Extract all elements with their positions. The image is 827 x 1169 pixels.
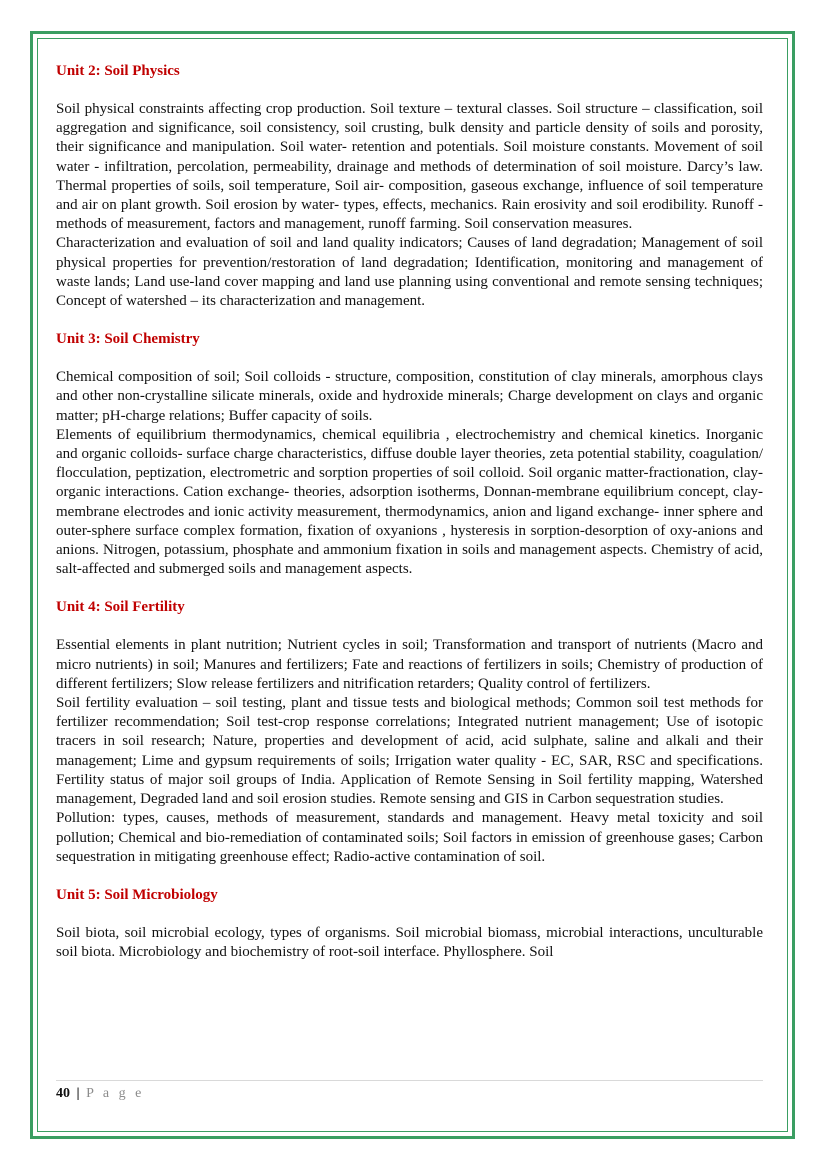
unit-4-title: Unit 4: Soil Fertility <box>56 599 185 616</box>
unit-3-section <box>56 330 763 579</box>
unit-5-section <box>56 886 763 962</box>
footer-divider <box>56 1080 763 1081</box>
unit-5-paragraph-1: Soil biota, soil microbial ecology, types of organisms. Soil microbial biomass, microbial interactions, unculturable soil biota. Microbiology and biochemistry of root-soil interface. Phyllosphere. Soil <box>56 924 763 961</box>
unit-3-paragraph-1: Chemical composition of soil; Soil colloids - structure, composition, constitution of clay minerals, amorphous clays and other non-crystalline silicate minerals, oxide and hydroxide minerals; Charge development on clays and organic matter; pH-charge relations; Buffer capacity of soils. <box>56 369 763 424</box>
unit-3-paragraph-2: Elements of equilibrium thermodynamics, chemical equilibria , electrochemistry and chemical kinetics. Inorganic and organic colloids- surface charge characteristics, diffuse double layer theories, zeta potential stability, coagulation/ flocculation, peptization, electrometric and sorption properties of soil colloid. Soil organic matter-fractionation, clay-organic interactions. Cation exchange- theories, adsorption isotherms, Donnan-membrane equilibrium concept, clay-membrane electrodes and ionic activity measurement, thermodynamics, anion and ligand exchange- inner sphere and outer-sphere surface complex formation, fixation of oxyanions , hysteresis in sorption-desorption of oxy-anions and anions. Nitrogen, potassium, phosphate and ammonium fixation in soils and management aspects. Chemistry of acid, salt-affected and submerged soils and management aspects. <box>56 426 763 578</box>
unit-2-paragraph-1: Soil physical constraints affecting crop production. Soil texture – textural classes. Soil structure – classification, soil aggregation and significance, soil consistency, soil crusting, bulk density and particle density of soils and porosity, their significance and manipulation. Soil water- retention and potentials. Soil moisture constants. Movement of soil water - infiltration, percolation, permeability, drainage and methods of determination of soil moisture. Darcy’s law. Thermal properties of soils, soil temperature, Soil air- composition, gaseous exchange, influence of soil temperature and air on plant growth. Soil erosion by water- types, effects, mechanics. Rain erosivity and soil erodibility. Runoff - methods of measurement, factors and management, runoff farming. Soil conservation measures. <box>56 101 763 233</box>
unit-2-title: Unit 2: Soil Physics <box>56 63 180 79</box>
page-number: 40 <box>56 1086 70 1101</box>
unit-3-title: Unit 3: Soil Chemistry <box>56 331 200 348</box>
unit-4-paragraph-1: Essential elements in plant nutrition; Nutrient cycles in soil; Transformation and transport of nutrients (Macro and micro nutrients) in soil; Manures and fertilizers; Fate and reactions of fertilizers in soils; Chemistry of production of different fertilizers; Slow release fertilizers and nitrification retarders; Quality control of fertilizers. <box>56 637 763 692</box>
footer-separator: | <box>76 1086 80 1101</box>
unit-5-text-clip <box>56 924 763 962</box>
page-content <box>56 62 763 981</box>
unit-4-section <box>56 598 763 866</box>
unit-5-title: Unit 5: Soil Microbiology <box>56 886 218 903</box>
page-footer <box>56 1085 144 1103</box>
page-label: P a g e <box>86 1086 145 1101</box>
unit-2-section <box>56 62 763 311</box>
unit-4-paragraph-2: Soil fertility evaluation – soil testing, plant and tissue tests and biological methods; Common soil test methods for fertilizer recommendation; Soil test-crop response correlations; Integrated nutrient management; Use of isotopic tracers in soil research; Nature, properties and development of acid, acid sulphate, saline and alkali and their management; Lime and gypsum requirements of soils; Irrigation water quality - EC, SAR, RSC and specifications. Fertility status of major soil groups of India. Application of Remote Sensing in Soil fertility mapping, Watershed management, Degraded land and soil erosion studies. Remote sensing and GIS in Carbon sequestration studies. <box>56 695 763 808</box>
unit-2-paragraph-2: Characterization and evaluation of soil and land quality indicators; Causes of land degradation; Management of soil physical properties for prevention/restoration of land degradation; Identification, monitoring and management of waste lands; Land use-land cover mapping and land use planning using conventional and remote sensing techniques; Concept of watershed – its characterization and management. <box>56 235 763 310</box>
unit-4-paragraph-3: Pollution: types, causes, methods of measurement, standards and management. Heavy metal toxicity and soil pollution; Chemical and bio-remediation of contaminated soils; Soil factors in emission of greenhouse gases; Carbon sequestration in mitigating greenhouse effect; Radio-active contamination of soil. <box>56 810 763 865</box>
